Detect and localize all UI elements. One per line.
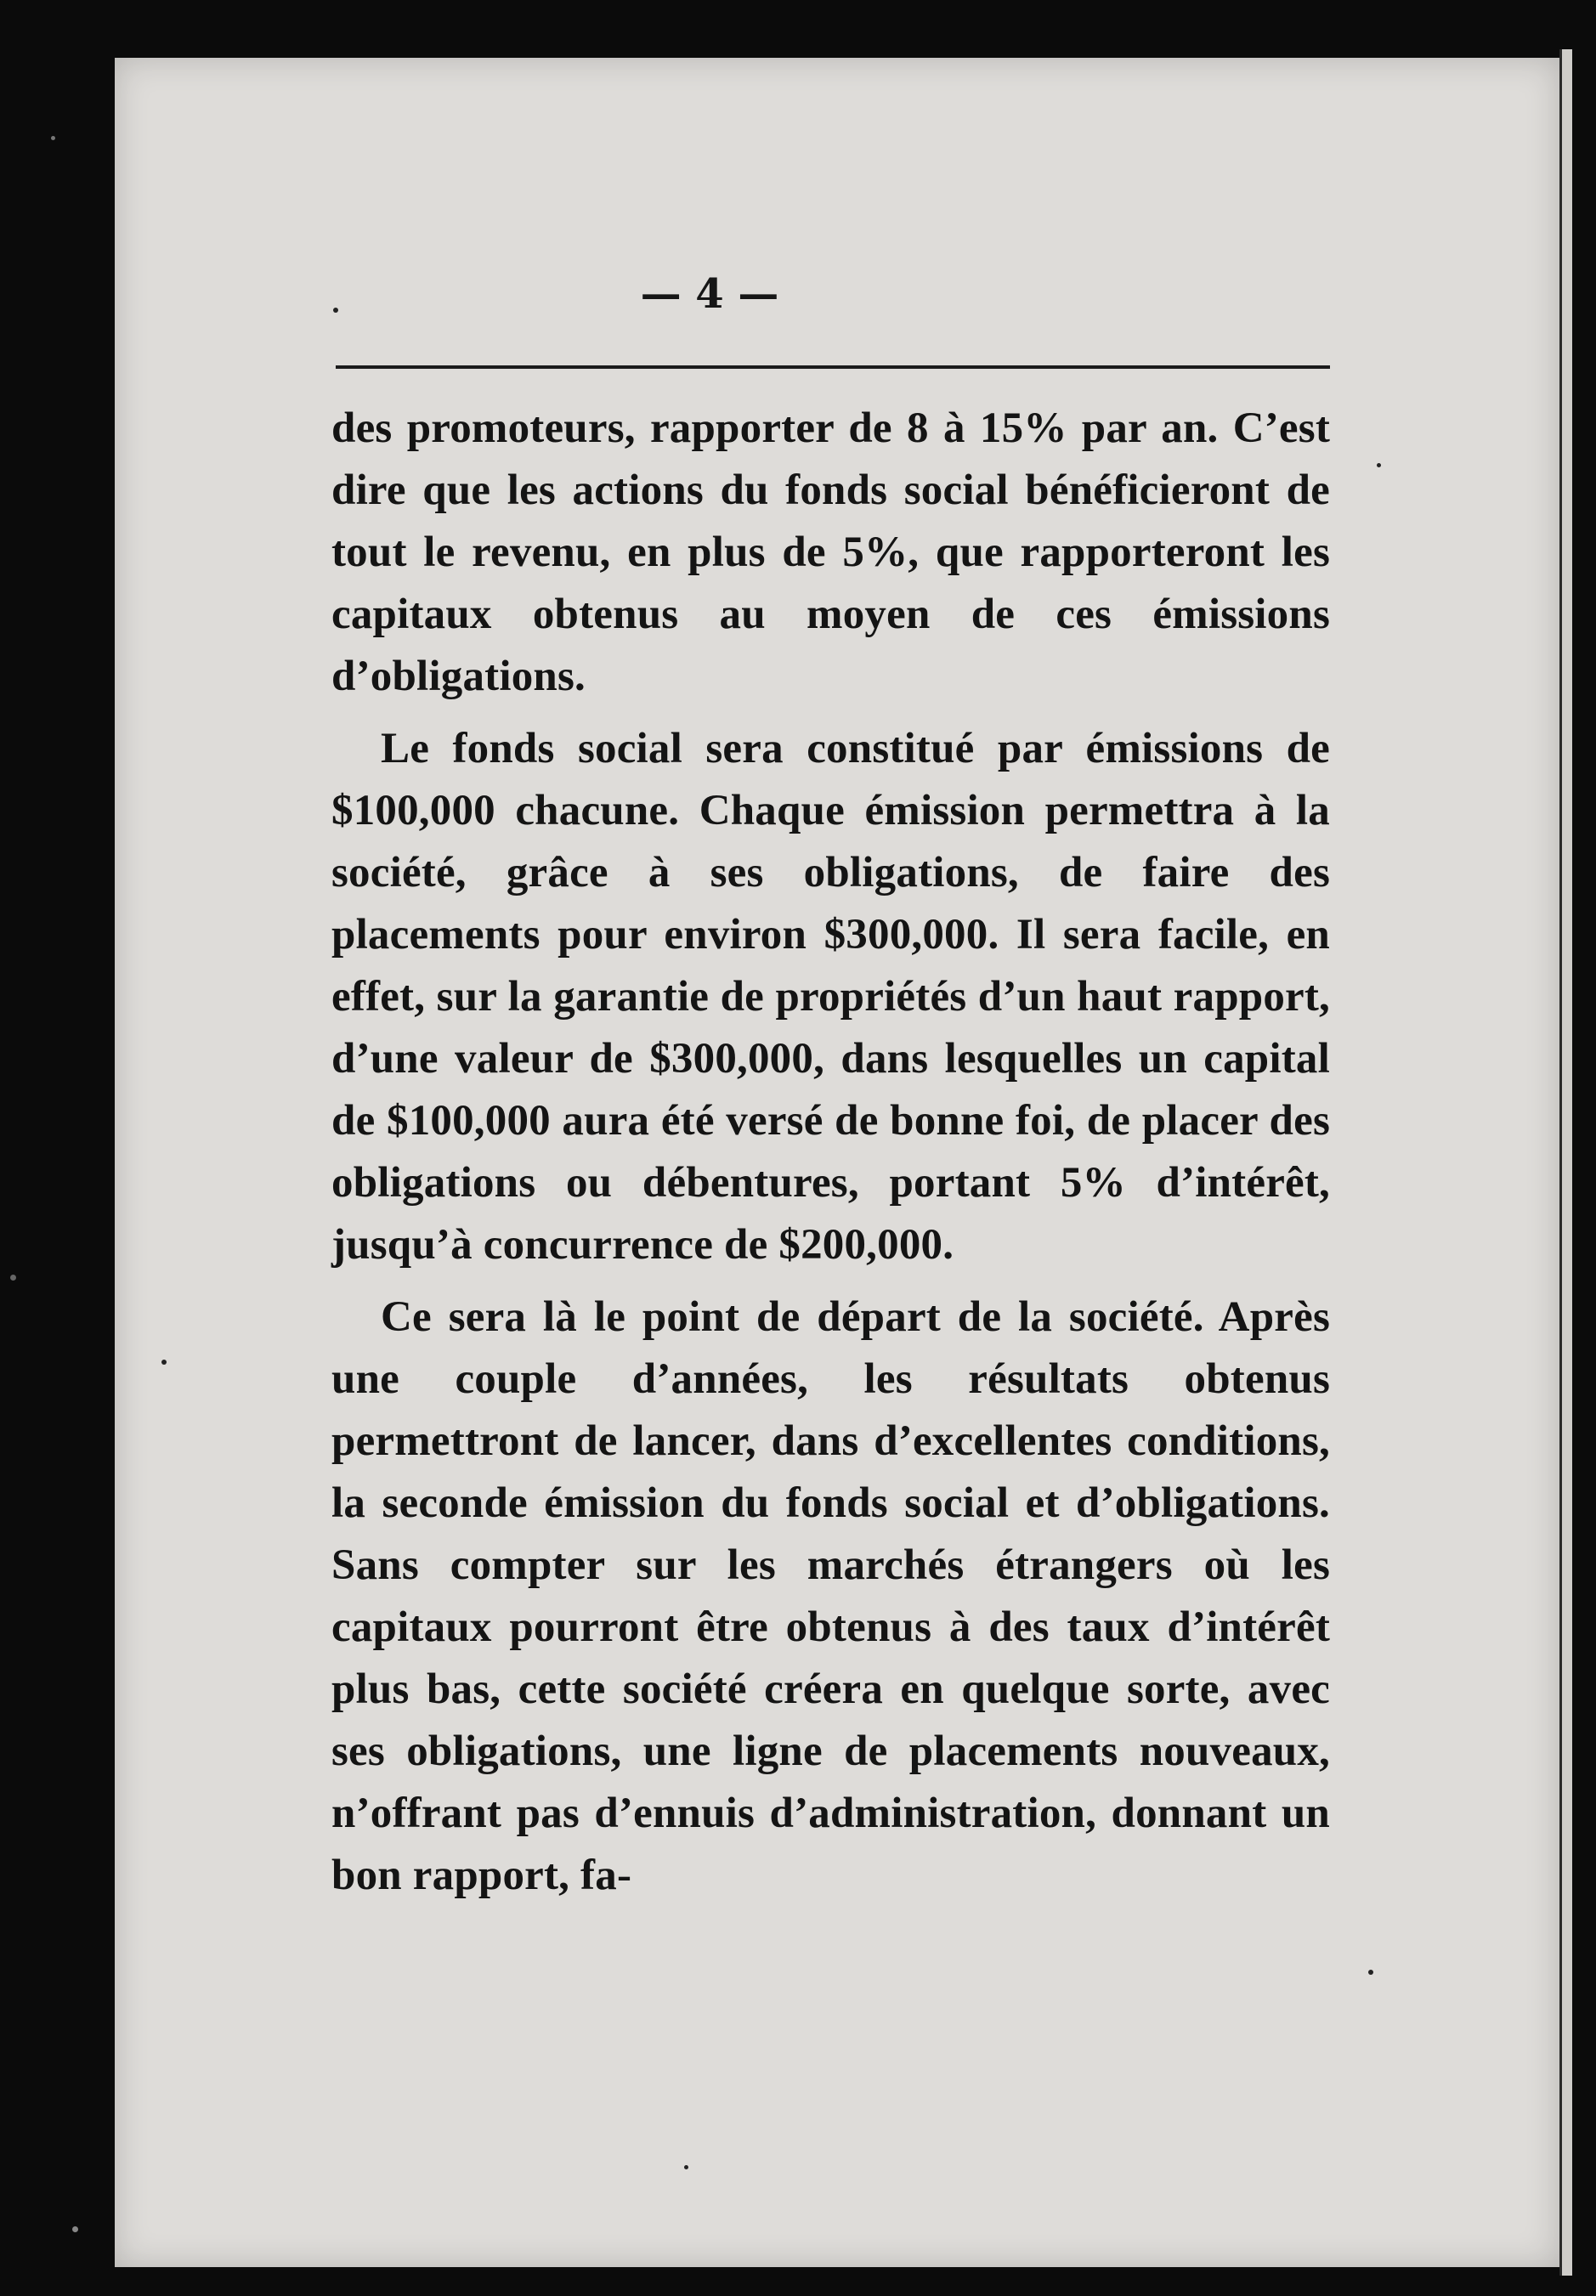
body-text [331,398,1330,1917]
scan-speck [10,1275,16,1281]
scan-speck [51,136,55,140]
scan-speck [72,2226,78,2232]
book-page [115,58,1559,2267]
scan-speck [1377,463,1381,467]
page-number: — 4 — [640,270,779,318]
scan-speck [684,2165,688,2169]
paragraph-3: Ce sera là le point de départ de la société. Après une couple d’années, les résultats obtenus permettront de lancer, dans d’excellentes conditions, la seconde émission du fonds social et d’obligations. Sans compter sur les marchés étrangers où les capitaux pourront être obtenus à des taux d’intérêt plus bas, cette société créera en quelque sorte, avec ses obligations, une ligne de placements nouveaux, n’offrant pas d’ennuis d’administration, donnant un bon rapport, fa- [331,1293,1330,1899]
paragraph-1: des promoteurs, rapporter de 8 à 15% par an. C’est dire que les actions du fonds social bénéficieront de tout le revenu, en plus de 5%, que rapporteront les capitaux obtenus au moyen de ces émissions d’obligations. [331,404,1330,700]
paragraph-2: Le fonds social sera constitué par émissions de $100,000 chacune. Chaque émission permettra à la société, grâce à ses obligations, de faire des placements pour environ $300,000. Il sera facile, en effet, sur la garantie de propriétés d’un haut rapport, d’une valeur de $300,000, dans lesquelles un capital de $100,000 aura été versé de bonne foi, de placer des obligations ou débentures, portant 5% d’intérêt, jusqu’à concurrence de $200,000. [331,725,1330,1269]
adjacent-page-edge [1559,49,1572,2276]
header-rule [336,365,1330,369]
scan-speck [333,308,338,313]
scan-speck [161,1360,167,1365]
scan-speck [1368,1970,1373,1975]
